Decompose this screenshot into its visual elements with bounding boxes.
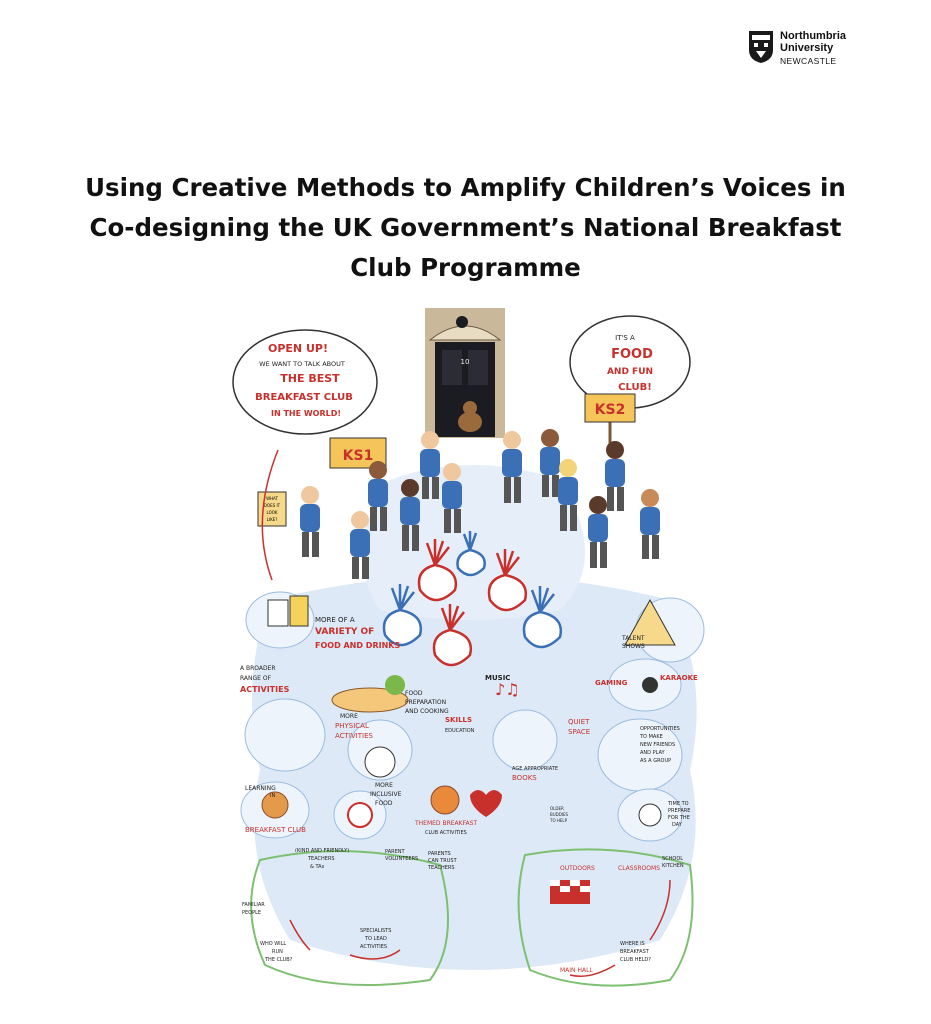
- title-line-3: Club Programme: [350, 253, 581, 282]
- svg-text:LEARNING: LEARNING: [245, 785, 276, 792]
- svg-text:CAN TRUST: CAN TRUST: [428, 858, 457, 864]
- svg-text:(KIND AND FRIENDLY): (KIND AND FRIENDLY): [295, 848, 350, 854]
- svg-text:CLUB!: CLUB!: [618, 382, 652, 393]
- svg-text:MORE: MORE: [375, 782, 393, 789]
- svg-text:OPEN UP!: OPEN UP!: [268, 342, 328, 355]
- logo-line-northumbria: Northumbria: [780, 30, 846, 42]
- svg-text:CLASSROOMS: CLASSROOMS: [618, 865, 660, 872]
- svg-text:IT'S A: IT'S A: [615, 334, 635, 342]
- svg-text:FOOD AND DRINKS: FOOD AND DRINKS: [315, 641, 401, 650]
- svg-text:IN: IN: [270, 793, 276, 799]
- svg-text:BREAKFAST CLUB: BREAKFAST CLUB: [255, 392, 353, 403]
- svg-text:BREAKFAST: BREAKFAST: [620, 949, 649, 955]
- svg-text:TEACHERS: TEACHERS: [428, 865, 455, 871]
- svg-text:SKILLS: SKILLS: [445, 716, 473, 724]
- svg-text:KS1: KS1: [342, 448, 374, 464]
- title-line-1: Using Creative Methods to Amplify Children’s Voices in: [85, 173, 846, 202]
- svg-text:BREAKFAST CLUB: BREAKFAST CLUB: [245, 826, 306, 834]
- svg-text:FOOD: FOOD: [405, 690, 423, 697]
- svg-text:PHYSICAL: PHYSICAL: [335, 722, 369, 730]
- svg-text:CLUB HELD?: CLUB HELD?: [620, 957, 651, 963]
- breakfast-club-illustration: [230, 300, 710, 990]
- svg-text:TO HELP: TO HELP: [550, 818, 568, 823]
- logo-line-university: University: [780, 42, 834, 54]
- svg-text:WE WANT TO TALK ABOUT: WE WANT TO TALK ABOUT: [259, 360, 345, 368]
- svg-text:FOOD: FOOD: [375, 800, 393, 807]
- svg-text:FAMILIAR: FAMILIAR: [242, 902, 265, 908]
- svg-text:MORE OF A: MORE OF A: [315, 616, 355, 624]
- svg-text:A BROADER: A BROADER: [240, 665, 276, 672]
- svg-text:KARAOKE: KARAOKE: [660, 674, 698, 682]
- svg-text:THEMED BREAKFAST: THEMED BREAKFAST: [415, 820, 478, 827]
- svg-text:PEOPLE: PEOPLE: [242, 910, 262, 916]
- svg-text:SCHOOL: SCHOOL: [662, 856, 684, 862]
- svg-text:FOOD: FOOD: [611, 347, 653, 362]
- svg-text:RUN: RUN: [272, 949, 283, 955]
- svg-text:MAIN HALL: MAIN HALL: [560, 967, 593, 974]
- svg-text:AGE APPROPRIATE: AGE APPROPRIATE: [512, 766, 559, 772]
- page-title: [60, 168, 871, 288]
- svg-text:WHERE IS: WHERE IS: [620, 941, 645, 947]
- svg-text:RANGE OF: RANGE OF: [240, 675, 272, 682]
- svg-text:AS A GROUP: AS A GROUP: [640, 758, 672, 764]
- svg-text:KS2: KS2: [594, 402, 626, 418]
- svg-text:CLUB ACTIVITIES: CLUB ACTIVITIES: [425, 830, 467, 836]
- svg-text:PARENT: PARENT: [385, 849, 405, 855]
- svg-text:VOLUNTEERS: VOLUNTEERS: [385, 856, 419, 862]
- svg-text:DOES IT: DOES IT: [263, 503, 281, 508]
- svg-text:GAMING: GAMING: [595, 679, 628, 687]
- red-check-picnic-blanket: [550, 880, 590, 904]
- svg-text:SPACE: SPACE: [568, 728, 591, 736]
- no-symbol-icon: [348, 803, 372, 827]
- svg-text:OUTDOORS: OUTDOORS: [560, 865, 595, 872]
- svg-text:PARENTS: PARENTS: [428, 851, 451, 857]
- svg-text:TEACHERS: TEACHERS: [308, 856, 335, 862]
- svg-text:TO MAKE: TO MAKE: [640, 734, 663, 740]
- clock-icon: [639, 804, 661, 826]
- svg-text:NEW FRIENDS: NEW FRIENDS: [640, 742, 676, 748]
- svg-text:& TAs: & TAs: [310, 864, 325, 870]
- svg-text:SHOWS: SHOWS: [622, 643, 645, 650]
- svg-text:AND PLAY: AND PLAY: [640, 750, 665, 756]
- svg-text:KITCHEN: KITCHEN: [662, 863, 684, 869]
- svg-text:WHO WILL: WHO WILL: [260, 941, 287, 947]
- university-logo: [748, 30, 858, 70]
- logo-line-newcastle: NEWCASTLE: [780, 56, 837, 66]
- sign-ks2: [585, 394, 635, 450]
- svg-text:TALENT: TALENT: [622, 635, 645, 642]
- svg-text:QUIET: QUIET: [568, 718, 590, 726]
- svg-text:OPPORTUNITIES: OPPORTUNITIES: [640, 726, 680, 732]
- svg-text:THE BEST: THE BEST: [280, 372, 340, 385]
- svg-text:TIME TO: TIME TO: [668, 801, 689, 807]
- svg-text:ACTIVITIES: ACTIVITIES: [360, 944, 388, 950]
- svg-text:INCLUSIVE: INCLUSIVE: [370, 791, 402, 798]
- svg-text:MUSIC: MUSIC: [485, 674, 511, 682]
- svg-text:AND FUN: AND FUN: [606, 367, 654, 377]
- football-icon: [365, 747, 395, 777]
- svg-text:FOR THE: FOR THE: [668, 815, 690, 821]
- microphone-icon: [642, 677, 658, 693]
- svg-text:ACTIVITIES: ACTIVITIES: [240, 685, 290, 694]
- university-crest-icon: [748, 30, 774, 64]
- svg-text:AND COOKING: AND COOKING: [405, 708, 449, 715]
- svg-text:TO LEAD: TO LEAD: [365, 936, 387, 942]
- svg-text:EDUCATION: EDUCATION: [445, 728, 475, 734]
- svg-text:ACTIVITIES: ACTIVITIES: [335, 732, 373, 740]
- svg-text:BUDDIES: BUDDIES: [550, 812, 569, 817]
- svg-text:IN THE WORLD!: IN THE WORLD!: [270, 409, 342, 418]
- svg-text:PREPARATION: PREPARATION: [405, 699, 447, 706]
- pumpkin-icon: [431, 786, 459, 814]
- title-line-2: Co-designing the UK Government’s National Breakfast: [89, 213, 842, 242]
- svg-text:THE CLUB?: THE CLUB?: [265, 957, 293, 963]
- svg-text:SPECIALISTS: SPECIALISTS: [360, 928, 392, 934]
- svg-text:BOOKS: BOOKS: [512, 774, 537, 782]
- downing-street-door: [425, 308, 505, 438]
- svg-text:LIKE?: LIKE?: [266, 517, 278, 522]
- svg-text:OLDER: OLDER: [550, 806, 564, 811]
- door-number: 10: [460, 358, 470, 366]
- svg-text:MORE: MORE: [340, 713, 358, 720]
- svg-text:LOOK: LOOK: [266, 510, 278, 515]
- svg-text:VARIETY OF: VARIETY OF: [315, 627, 375, 637]
- music-note-icon: ♪♫: [495, 680, 520, 699]
- svg-text:PREPARE: PREPARE: [668, 808, 691, 814]
- svg-text:DAY: DAY: [672, 822, 682, 828]
- svg-text:WHAT: WHAT: [266, 496, 278, 501]
- speech-bubble-left: [233, 330, 377, 434]
